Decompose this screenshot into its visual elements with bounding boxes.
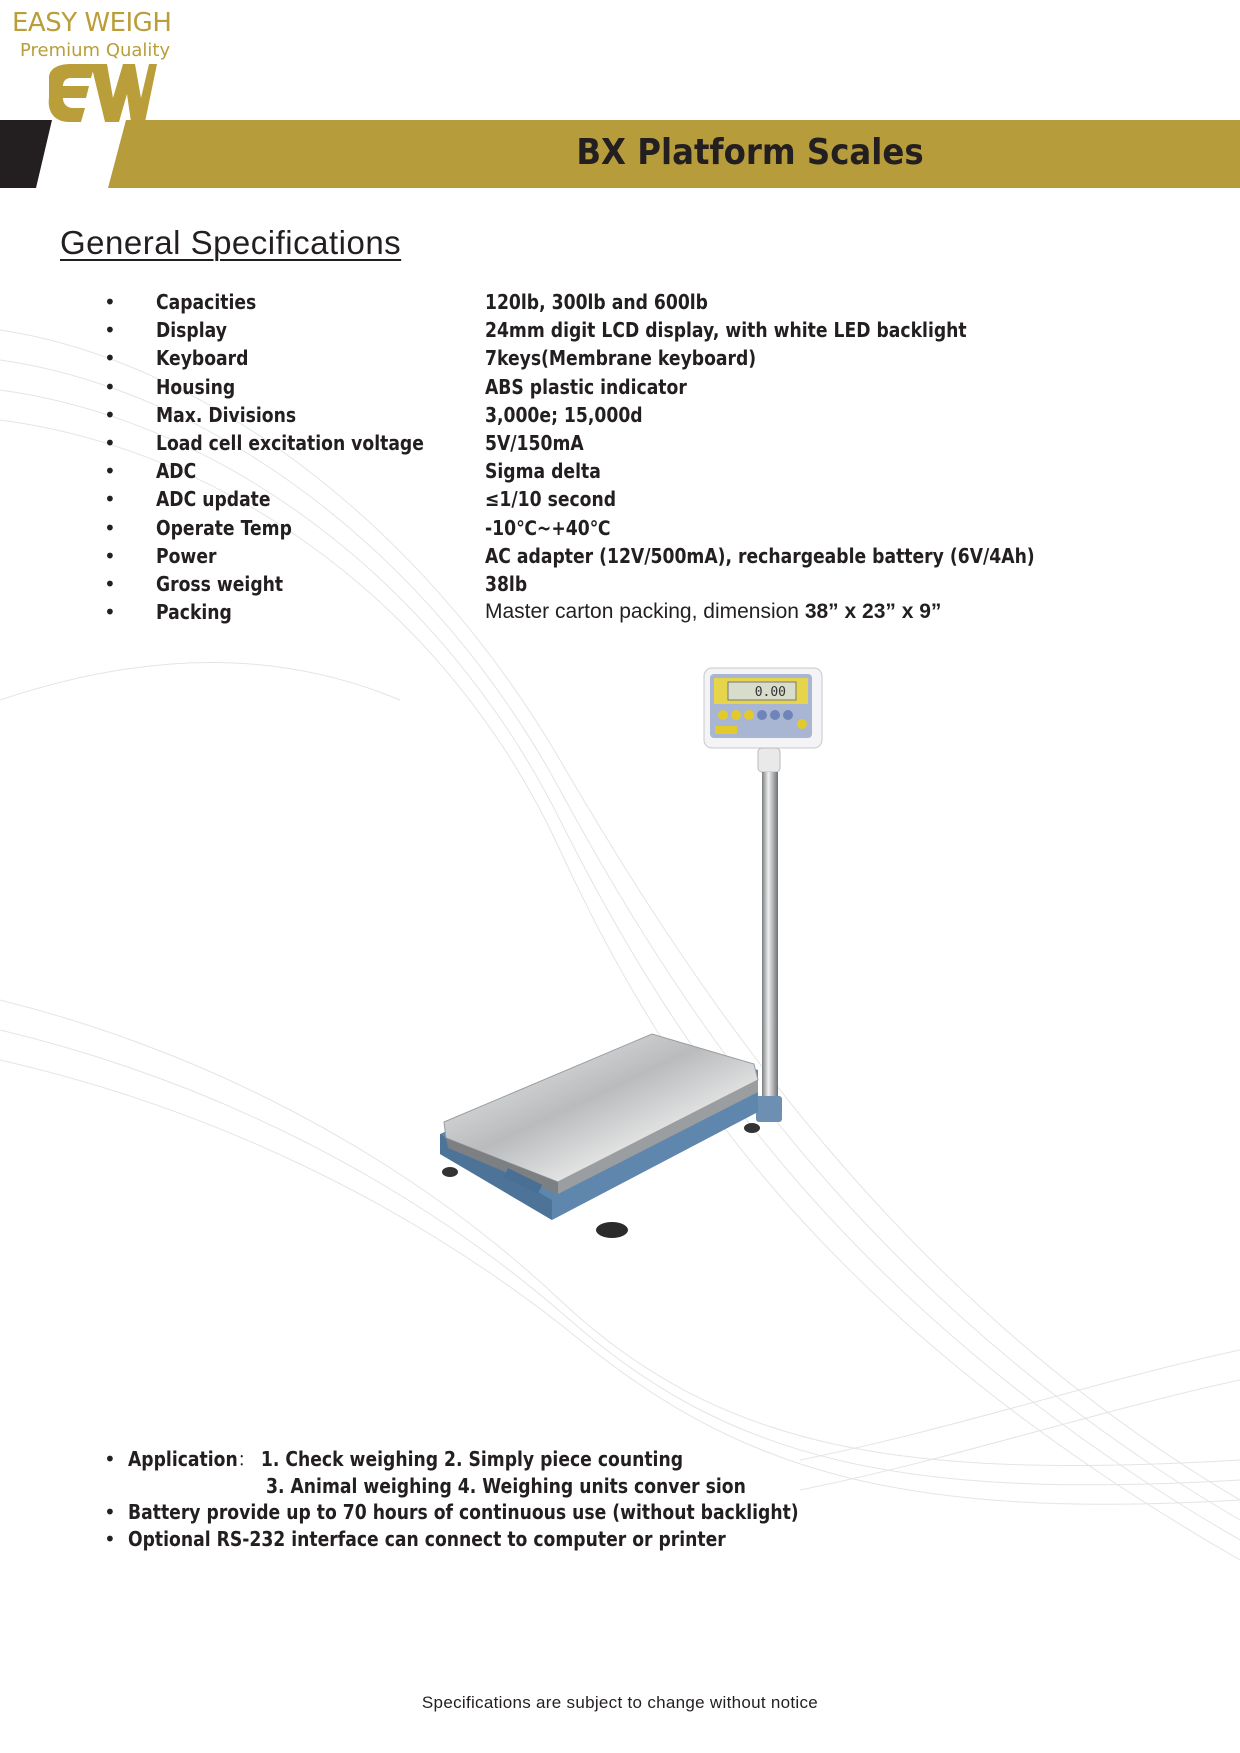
spec-label: ADC update [156,487,271,512]
lcd-reading: 0.00 [754,685,786,700]
battery-text: Battery provide up to 70 hours of continuous use (without backlight) [128,1500,799,1524]
spec-label: ADC [156,459,197,484]
bullet: • [104,543,116,568]
spec-row [100,316,1100,344]
application-note-continued [104,1473,1004,1500]
spec-row [100,288,1100,316]
brand-tagline: Premium Quality [20,40,171,61]
spec-value: ≤1/10 second [485,487,617,512]
spec-value: 5V/150mA [485,430,584,455]
spec-value-prefix: Master carton packing, dimension [485,600,805,624]
bullet: • [104,290,116,314]
brand-name: EASY WEIGH [12,8,172,38]
spec-value: 3,000e; 15,000d [485,402,643,427]
spec-label: Gross weight [156,571,284,596]
bullet: • [104,515,116,540]
spec-row [100,373,1100,401]
spec-label: Display [156,318,227,343]
page-title: BX Platform Scales [576,132,924,173]
spec-label: Load cell excitation voltage [156,430,424,455]
feature-notes [104,1446,1004,1552]
spec-label: Max. Divisions [156,402,297,427]
battery-note [104,1499,1004,1526]
spec-row [100,344,1100,372]
bullet: • [104,1526,116,1551]
bullet: • [104,318,116,343]
spec-row [100,514,1100,542]
bullet: • [104,430,116,455]
application-separator: ： [237,1447,255,1471]
spec-value [485,598,941,626]
spec-value: 7keys(Membrane keyboard) [485,346,757,371]
rs232-note [104,1526,1004,1553]
spec-value: -10℃~+40℃ [485,515,611,540]
spec-label: Keyboard [156,346,249,371]
spec-label: Packing [156,600,232,625]
bullet: • [104,1447,116,1471]
bullet: • [104,459,116,484]
bullet: • [104,600,116,625]
spec-row [100,598,1100,626]
application-line-1: 1. Check weighing 2. Simply piece counting [260,1447,684,1471]
bullet: • [104,487,116,512]
spec-value-dimensions: 38” x 23” x 9” [804,600,942,624]
product-photo [440,660,840,1300]
bullet: • [104,346,116,371]
spec-value: 120lb, 300lb and 600lb [485,290,708,314]
application-note [104,1446,1004,1473]
bullet: • [104,571,116,596]
spec-list [100,288,1100,626]
spec-label: Housing [156,374,236,399]
spec-label: Power [156,543,217,568]
spec-value: Sigma delta [485,459,601,484]
application-label: Application [128,1447,238,1471]
bullet: • [104,374,116,399]
spec-value: ABS plastic indicator [485,374,687,399]
section-title: General Specifications [60,224,402,261]
bullet: • [104,402,116,427]
spec-row [100,485,1100,513]
indicator-head [704,668,822,748]
ew-logo-icon [45,64,157,124]
application-line-2: 3. Animal weighing 4. Weighing units conver sion [266,1473,746,1498]
spec-value: AC adapter (12V/500mA), rechargeable battery (6V/4Ah) [485,543,1035,568]
bullet: • [104,1500,116,1524]
rs232-text: Optional RS-232 interface can connect to computer or printer [128,1526,726,1551]
spec-row [100,429,1100,457]
spec-row [100,570,1100,598]
spec-row [100,401,1100,429]
spec-value: 38lb [485,571,528,596]
spec-label: Capacities [156,290,257,314]
spec-label: Operate Temp [156,515,292,540]
spec-row [100,457,1100,485]
spec-value: 24mm digit LCD display, with white LED backlight [485,318,967,343]
brand-logo [10,8,180,123]
disclaimer: Specifications are subject to change without notice [421,1693,819,1712]
spec-row [100,542,1100,570]
